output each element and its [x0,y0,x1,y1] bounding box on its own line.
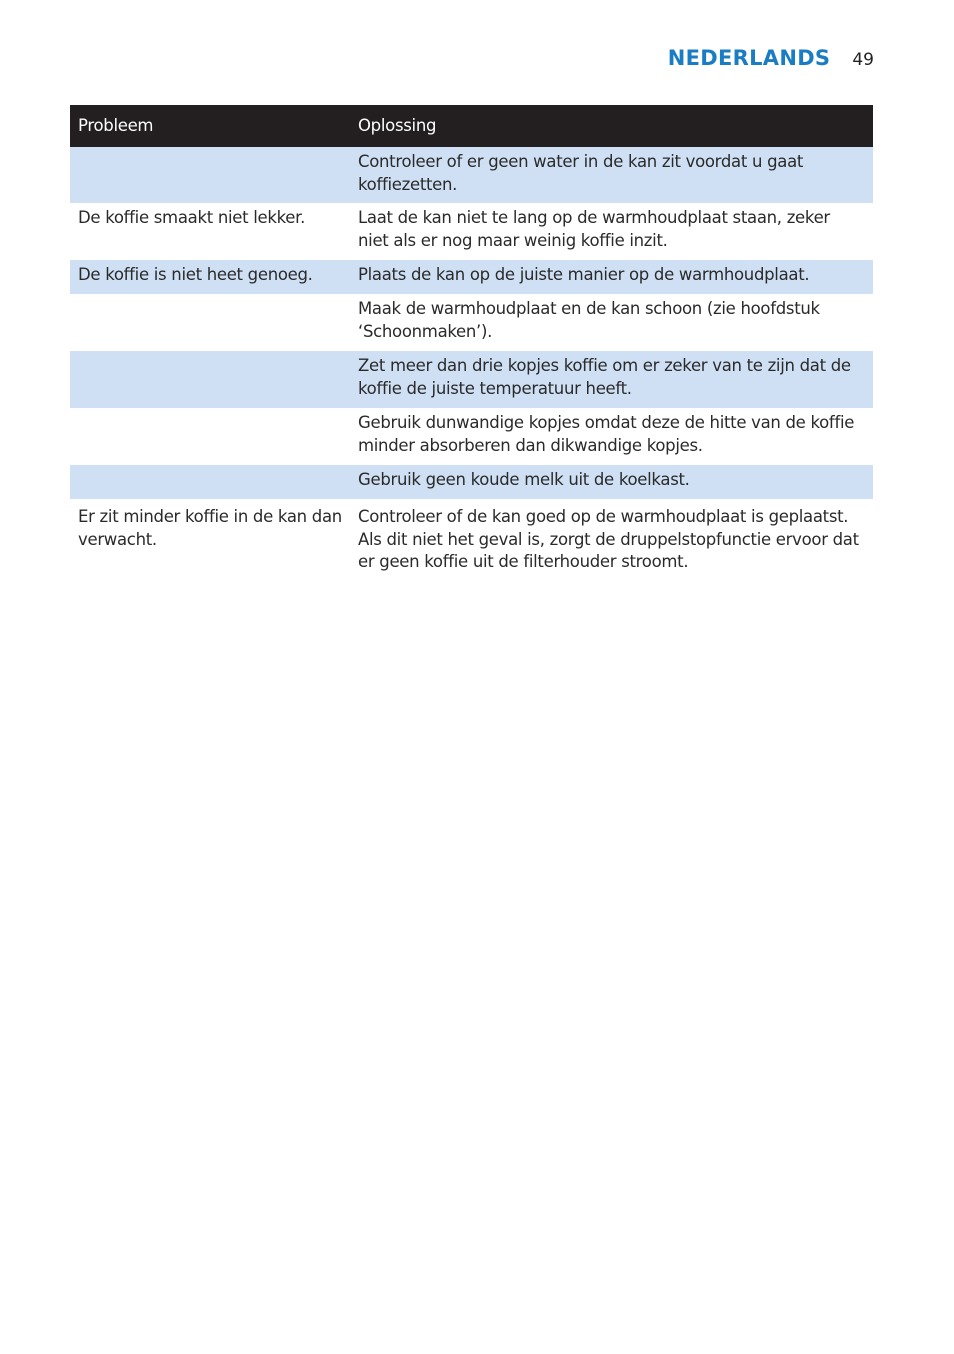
language-label: NEDERLANDS [667,46,831,70]
table-row [70,294,873,351]
solution-cell: Laat de kan niet te lang op de warmhoudplaat staan, zeker niet als er nog maar weinig koffie inzit. [358,208,830,250]
problem-cell: De koffie is niet heet genoeg. [70,260,357,294]
troubleshooting-table [70,105,873,579]
page-header [668,46,874,70]
solution-cell: Gebruik dunwandige kopjes omdat deze de hitte van de koffie minder absorberen dan dikwandige kopjes. [358,413,855,455]
problem-cell [70,465,357,499]
solution-cell: Gebruik geen koude melk uit de koelkast. [357,465,873,499]
table-row [70,260,873,294]
page-number: 49 [852,50,874,70]
table-row [70,408,873,465]
column-header-solution: Oplossing [357,105,873,147]
table-row [70,465,873,499]
solution-cell: Maak de warmhoudplaat en de kan schoon (zie hoofdstuk ‘Schoonmaken’). [358,299,820,341]
solution-cell: Plaats de kan op de juiste manier op de warmhoudplaat. [357,260,873,294]
solution-cell: Controleer of de kan goed op de warmhoudplaat is geplaatst. Als dit niet het geval is, zorgt de druppelstopfunctie ervoor dat er geen koffie uit de filterhouder stroomt. [358,507,859,571]
problem-cell: Er zit minder koffie in de kan dan verwacht. [78,507,342,549]
problem-cell [70,294,357,351]
problem-cell [70,408,357,465]
solution-cell: Controleer of er geen water in de kan zit voordat u gaat koffiezetten. [357,147,873,203]
solution-cell: Zet meer dan drie kopjes koffie om er zeker van te zijn dat de koffie de juiste temperatuur heeft. [357,351,873,408]
table-row [70,203,873,260]
table-row [70,499,873,579]
problem-cell [70,351,357,408]
column-header-problem: Probleem [70,105,357,147]
table-header-row [70,105,873,147]
table-row [70,147,873,203]
table-row [70,351,873,408]
problem-cell [70,147,357,203]
problem-cell: De koffie smaakt niet lekker. [78,208,306,227]
